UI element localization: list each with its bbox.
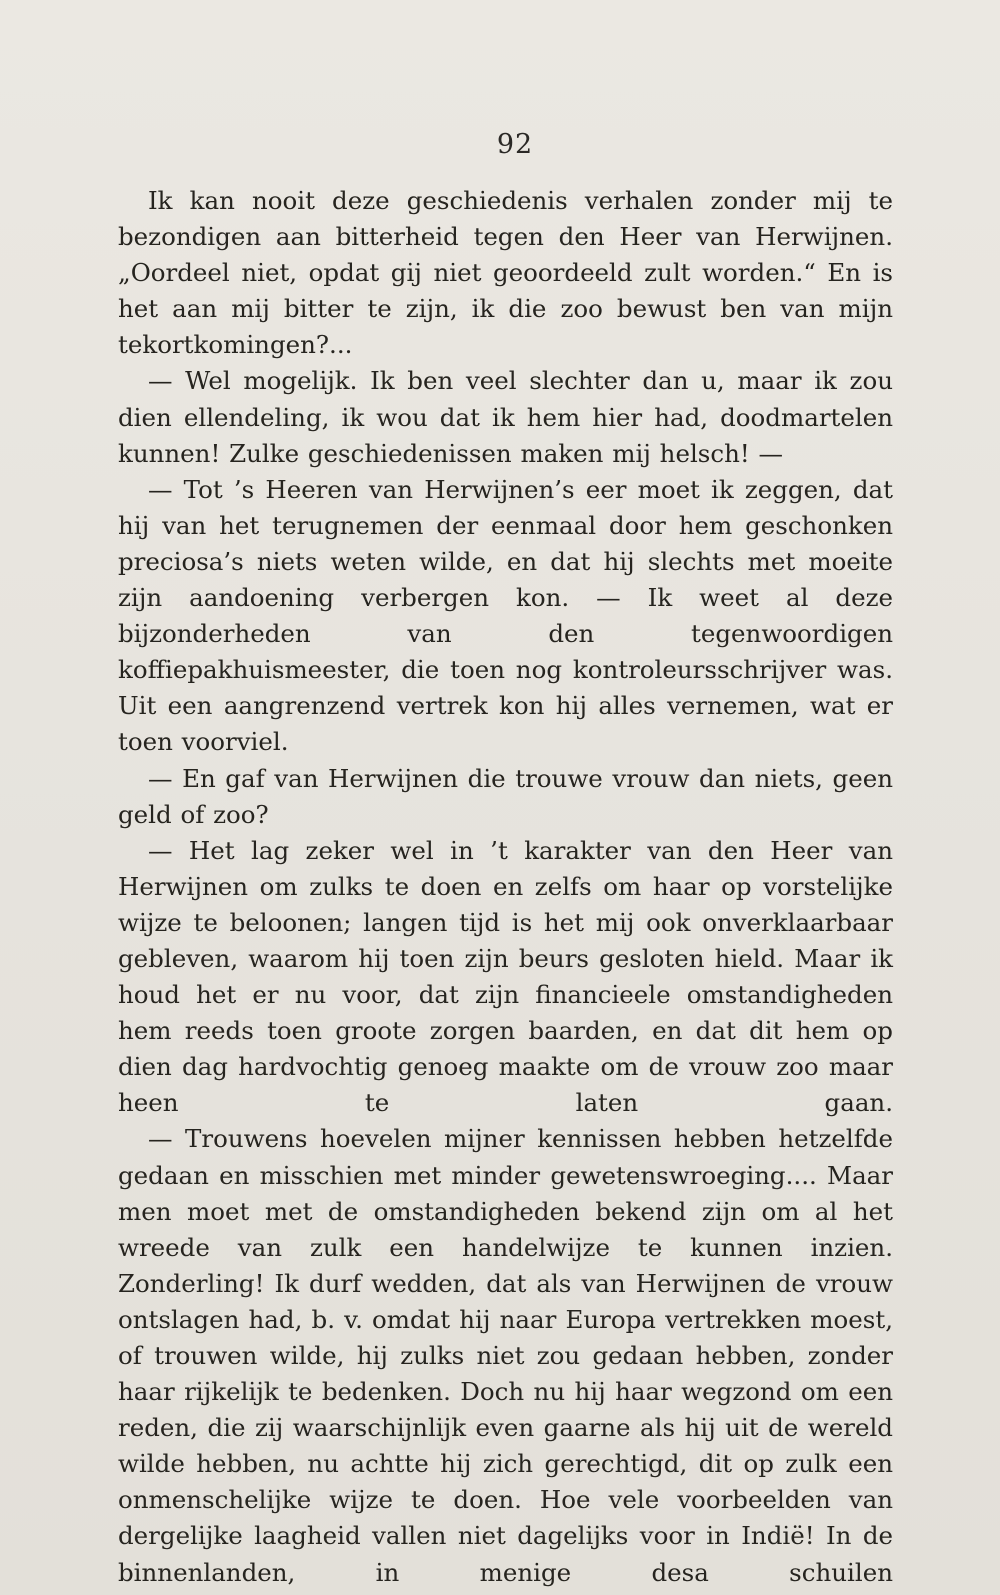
paragraph-3: — Tot ’s Heeren van Herwijnen’s eer moet ik zeggen, dat hij van het terugnemen der eenmaal door hem geschonken preciosa’s niets weten wilde, en dat hij slechts met moeite zijn aandoening verbergen kon. — Ik weet al deze bijzonderheden van den tegenwoordigen koffiepakhuismeester, die toen nog kontroleursschrijver was. Uit een aangrenzend vertrek kon hij alles vernemen, wat er toen voorviel. — [118, 474, 893, 757]
paragraph-4: — En gaf van Herwijnen die trouwe vrouw dan niets, geen geld of zoo? — [118, 763, 893, 829]
page-number: 92 — [496, 129, 534, 160]
paragraph-6: — Trouwens hoevelen mijner kennissen hebben hetzelfde gedaan en misschien met minder gewetenswroeging.... Maar men moet met de omstandigheden bekend zijn om al het wreede van zulk een handelwijze te kunnen inzien. Zonderling! Ik durf wedden, dat als van Herwijnen de vrouw ontslagen had, b. v. omdat hij naar Europa vertrekken moest, of trouwen wilde, hij zulks niet zou gedaan hebben, zonder haar rijkelijk te bedenken. Doch nu hij haar wegzond om een reden, die zij waarschijnlijk even gaarne als hij uit de wereld wilde hebben, nu achtte hij zich gerechtigd, dit op zulk een onmenschelijke wijze te doen. Hoe vele voorbeelden van dergelijke laagheid vallen niet dagelijks voor in Indië! In de binnenlanden, in menige desa schuilen — [118, 1124, 893, 1587]
body-text — [118, 183, 893, 1591]
paragraph-2: — Wel mogelijk. Ik ben veel slechter dan u, maar ik zou dien ellendeling, ik wou dat ik hem hier had, doodmartelen kunnen! Zulke geschiedenissen maken mij helsch! — — [118, 366, 893, 468]
paragraph-1: Ik kan nooit deze geschiedenis verhalen zonder mij te bezondigen aan bitterheid tegen den Heer van Herwijnen. „Oordeel niet, opdat gij niet geoordeeld zult worden.“ En is het aan mij bitter te zijn, ik die zoo bewust ben van mijn tekortkomingen?... — [118, 186, 893, 360]
paragraph-5: — Het lag zeker wel in ’t karakter van den Heer van Herwijnen om zulks te doen en zelfs om haar op vorstelijke wijze te beloonen; langen tijd is het mij ook onverklaarbaar gebleven, waarom hij toen zijn beurs gesloten hield. Maar ik houd het er nu voor, dat zijn financieele omstandigheden hem reeds toen groote zorgen baarden, en dat dit hem op dien dag hardvochtig genoeg maakte om de vrouw zoo maar heen te laten gaan. — [118, 835, 893, 1118]
